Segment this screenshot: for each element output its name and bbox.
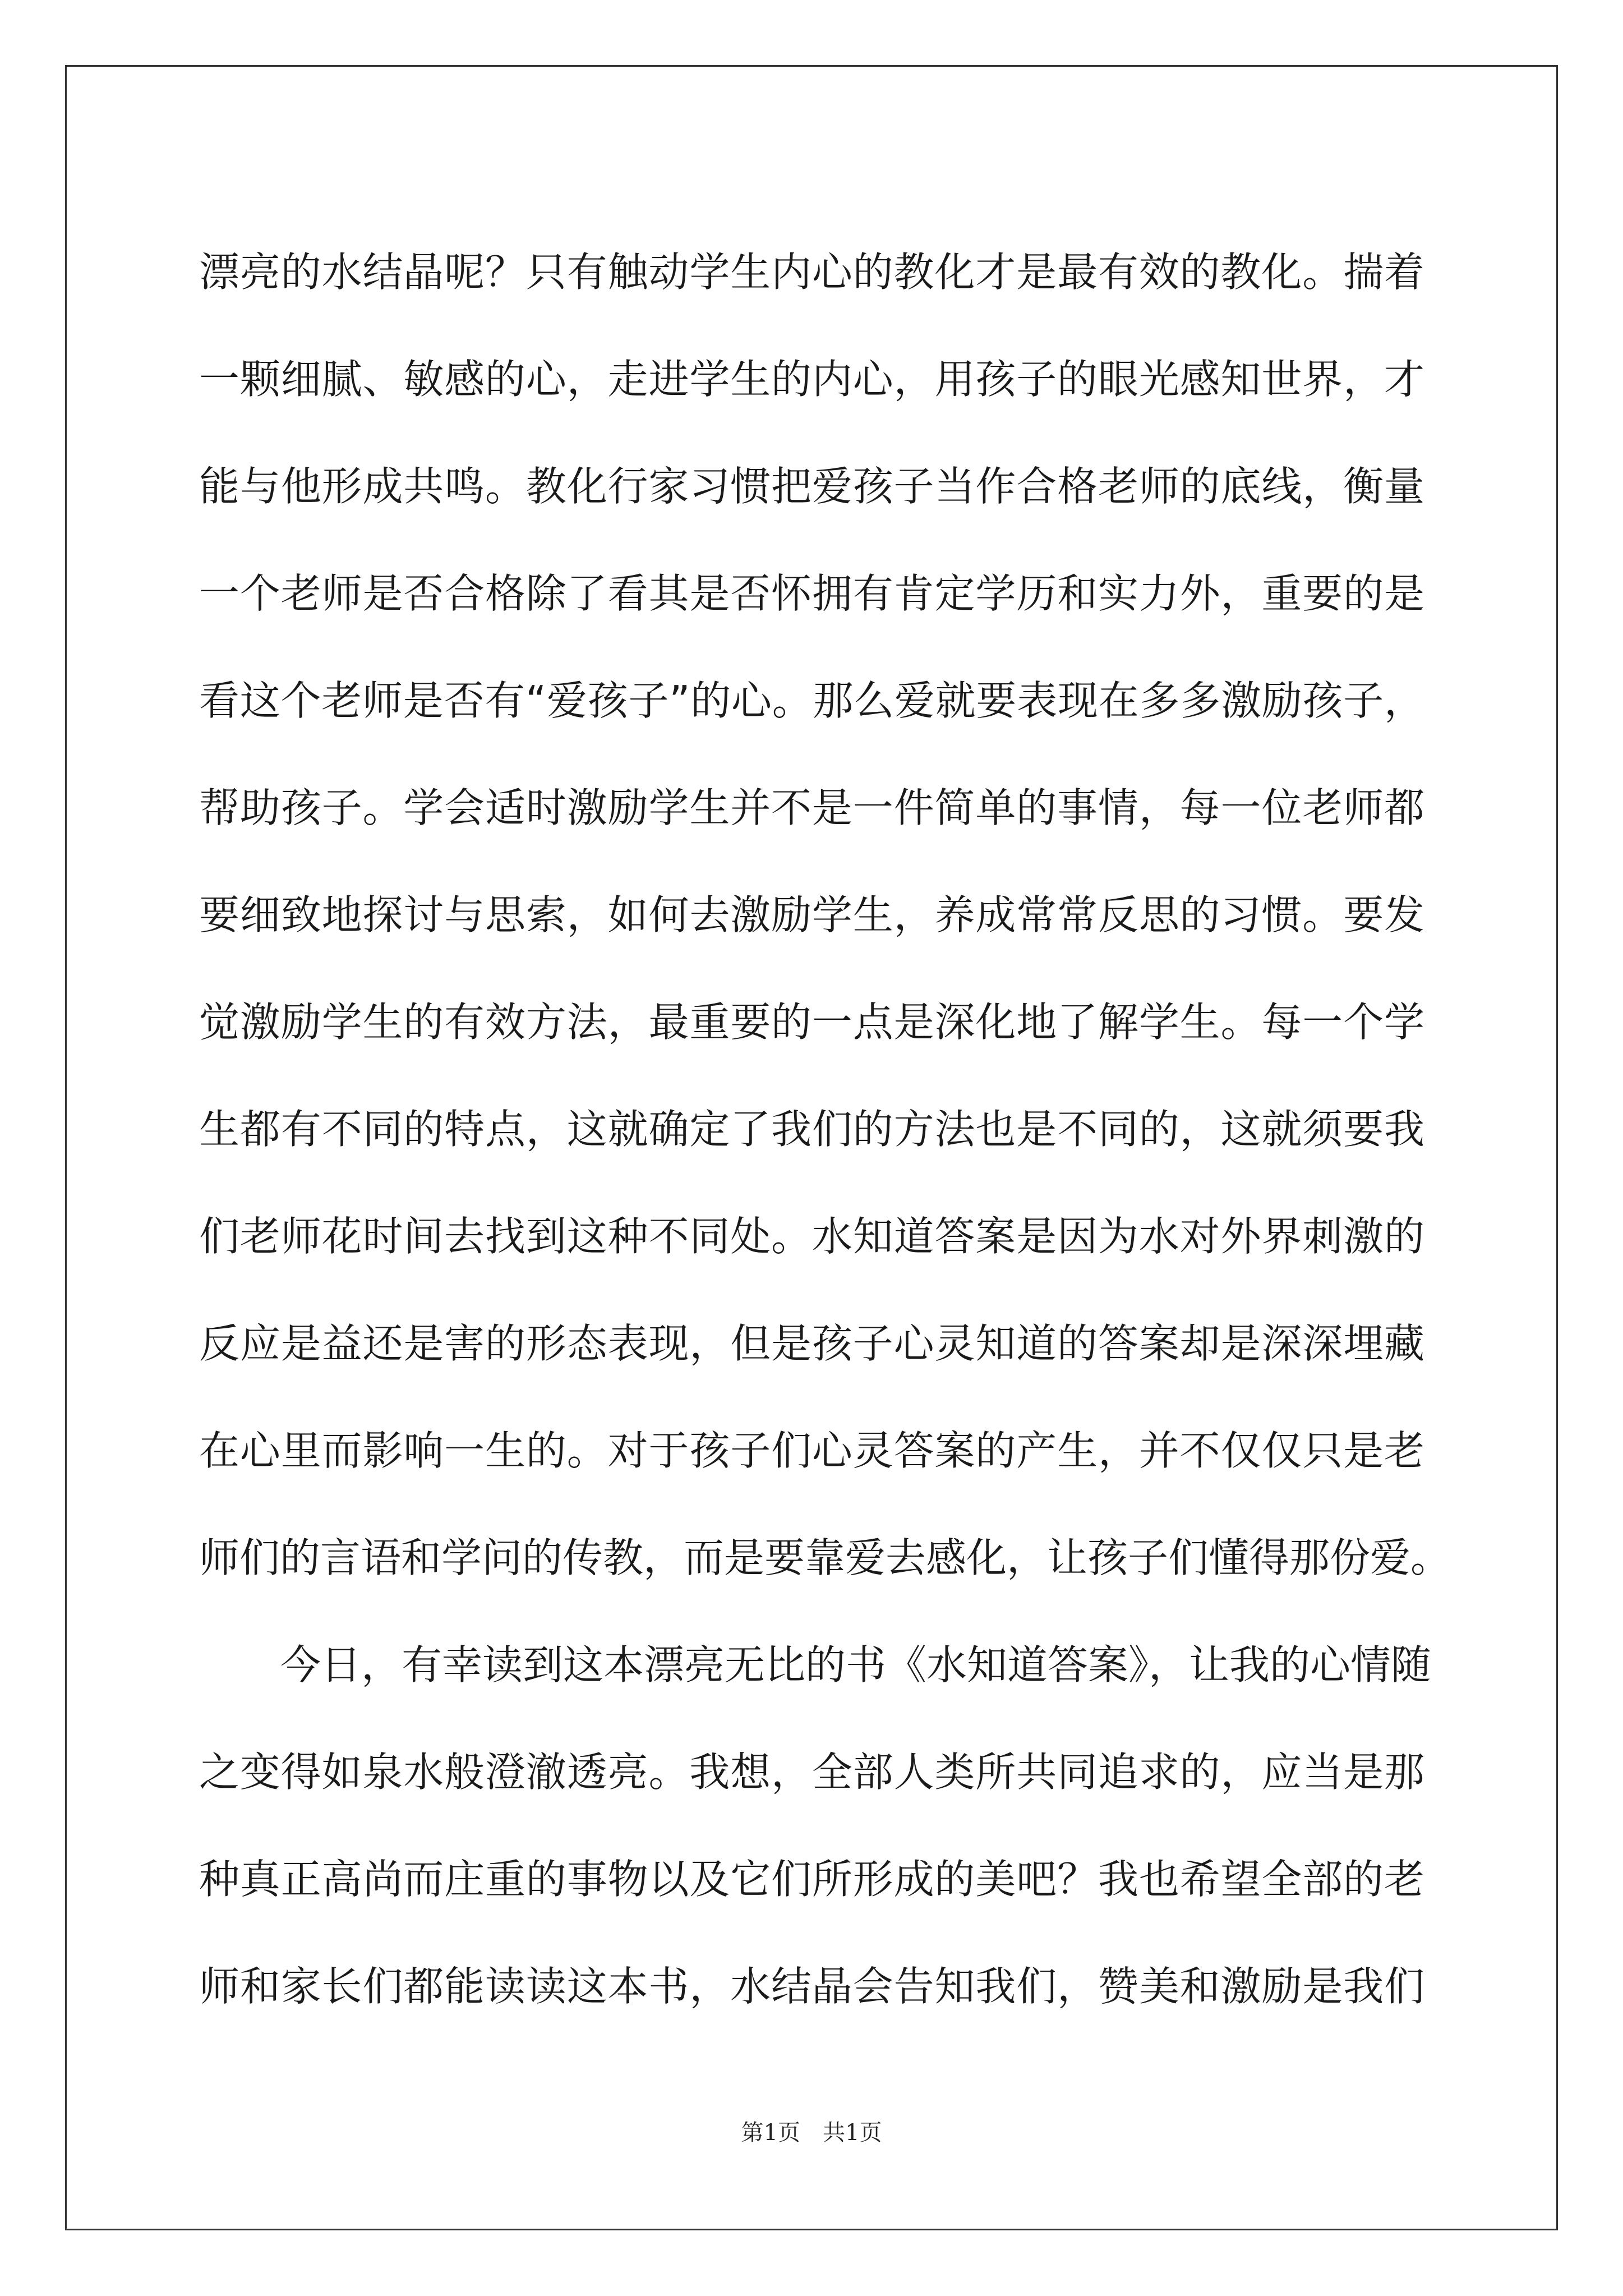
text-line: 师和家长们都能读读这本书，水结晶会告知我们，赞美和激励是我们 xyxy=(199,1963,1424,2010)
page-number: 第1页 共1页 xyxy=(741,2120,882,2146)
text-line: 要细致地探讨与思索，如何去激励学生，养成常常反思的习惯。要发 xyxy=(199,891,1424,938)
text-line: 种真正高尚而庄重的事物以及它们所形成的美吧？我也希望全部的老 xyxy=(199,1856,1424,1903)
text-line: 反应是益还是害的形态表现，但是孩子心灵知道的答案却是深深埋藏 xyxy=(199,1320,1424,1367)
text-line: 看这个老师是否有“爱孩子”的心。那么爱就要表现在多多激励孩子， xyxy=(199,677,1424,724)
text-line: 们老师花时间去找到这种不同处。水知道答案是因为水对外界刺激的 xyxy=(199,1213,1424,1260)
text-line: 一个老师是否合格除了看其是否怀拥有肯定学历和实力外，重要的是 xyxy=(199,570,1424,617)
text-line: 之变得如泉水般澄澈透亮。我想，全部人类所共同追求的，应当是那 xyxy=(199,1749,1424,1796)
text-line: 觉激励学生的有效方法，最重要的一点是深化地了解学生。每一个学 xyxy=(199,999,1424,1046)
text-line: 帮助孩子。学会适时激励学生并不是一件简单的事情，每一位老师都 xyxy=(199,784,1424,831)
document-body xyxy=(199,219,1451,2040)
text-line: 在心里而影响一生的。对于孩子们心灵答案的产生，并不仅仅只是老 xyxy=(199,1427,1424,1474)
paragraph-first-line: 今日，有幸读到这本漂亮无比的书《水知道答案》，让我的心情随 xyxy=(280,1641,1432,1688)
text-line: 生都有不同的特点，这就确定了我们的方法也是不同的，这就须要我 xyxy=(199,1106,1424,1153)
text-line: 一颗细腻、敏感的心，走进学生的内心，用孩子的眼光感知世界，才 xyxy=(199,356,1424,403)
text-line: 漂亮的水结晶呢？只有触动学生内心的教化才是最有效的教化。揣着 xyxy=(199,249,1424,296)
text-line: 能与他形成共鸣。教化行家习惯把爱孩子当作合格老师的底线，衡量 xyxy=(199,463,1424,510)
text-line: 师们的言语和学问的传教，而是要靠爱去感化，让孩子们懂得那份爱。 xyxy=(199,1534,1451,1581)
